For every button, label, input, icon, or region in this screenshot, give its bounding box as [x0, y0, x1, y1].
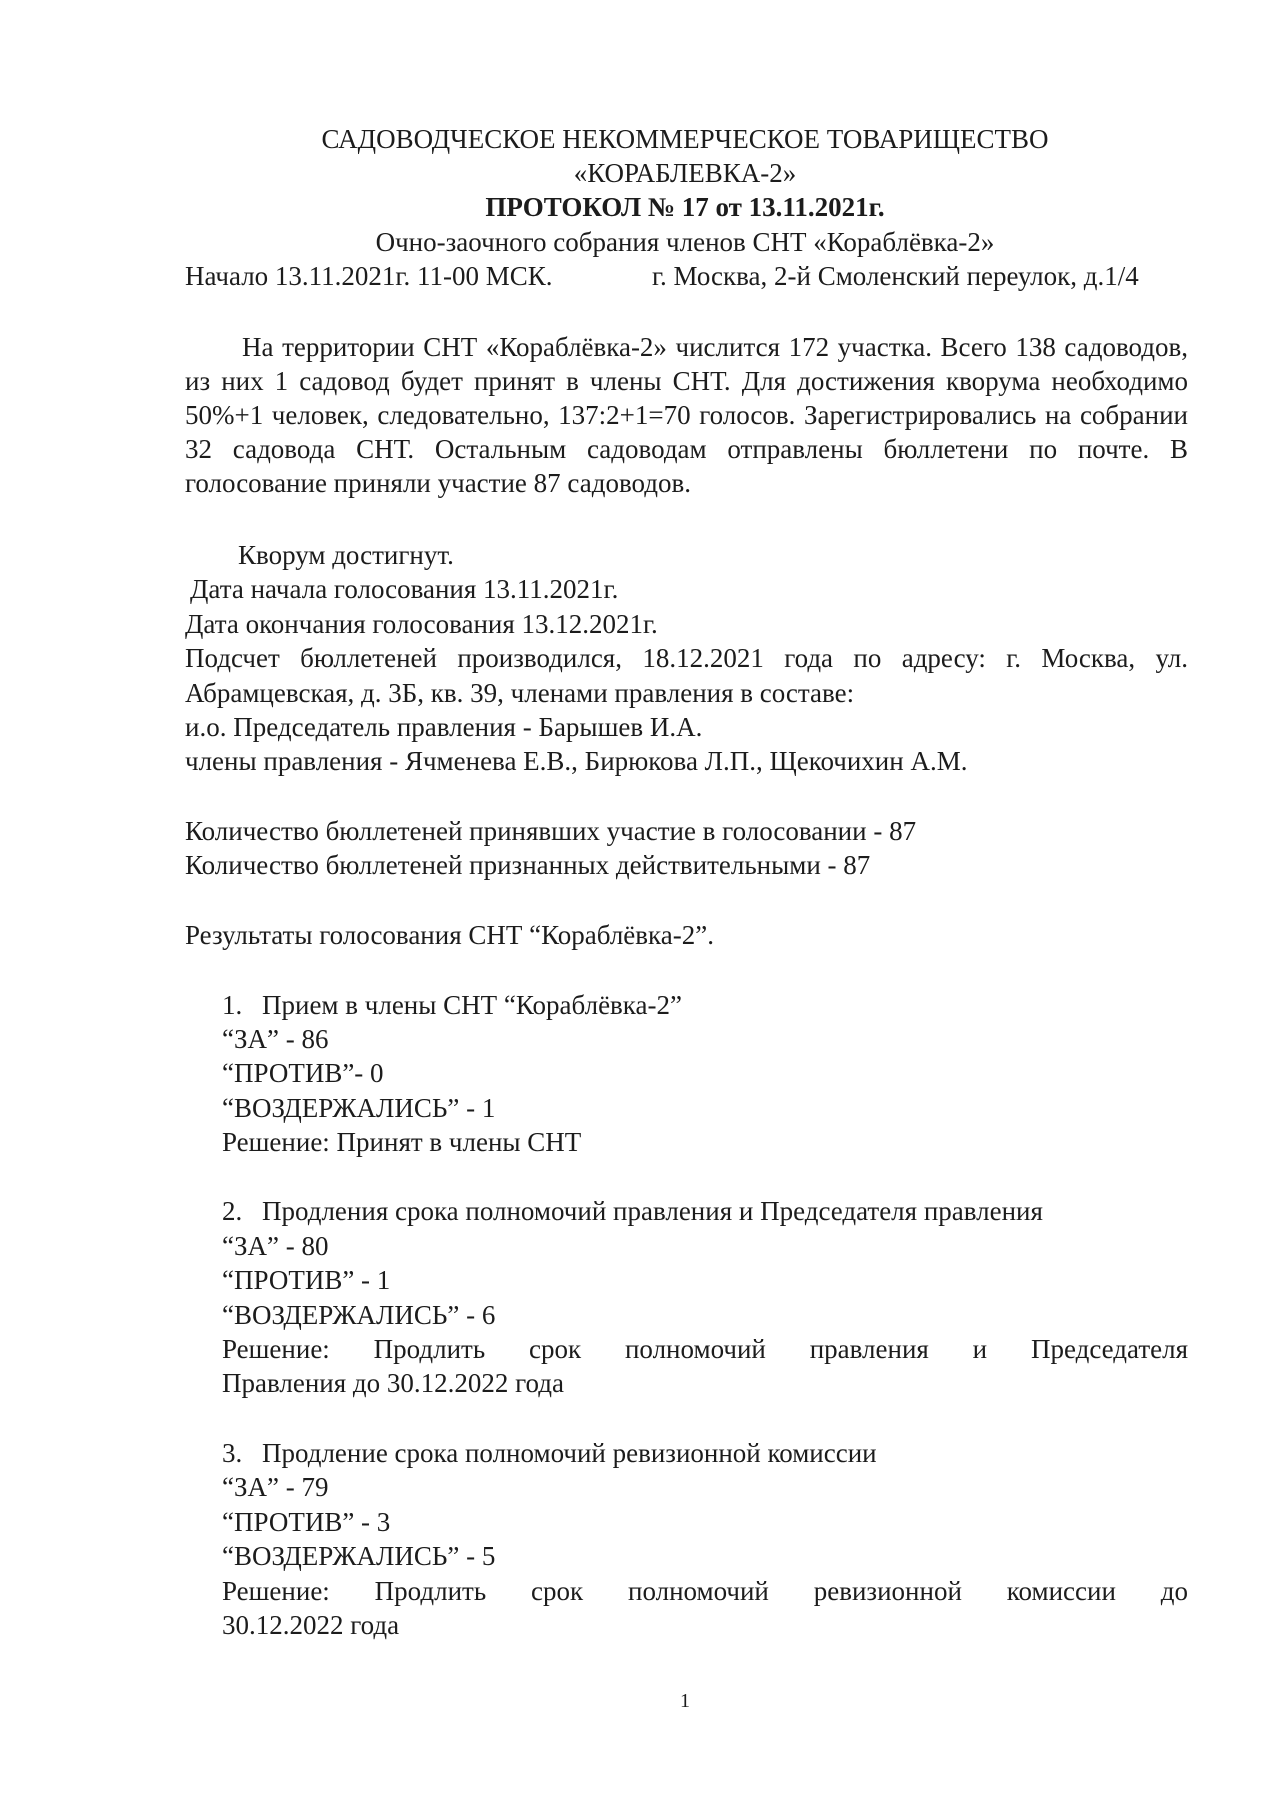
- ballots-valid: Количество бюллетеней признанных действительными - 87: [185, 850, 871, 880]
- agenda-item-title: Продление срока полномочий ревизионной комиссии: [262, 1438, 877, 1468]
- ballots-participated: Количество бюллетеней принявших участие в голосовании - 87: [185, 816, 917, 846]
- agenda-item-number: 2.: [222, 1196, 243, 1226]
- decision: Решение: Продлить срок полномочий правления и Председателя: [222, 1334, 1188, 1364]
- decision-continued: Правления до 30.12.2022 года: [222, 1368, 564, 1398]
- vote-for: “ЗА” - 80: [222, 1231, 329, 1261]
- vote-against: “ПРОТИВ”- 0: [222, 1058, 384, 1088]
- agenda-item-title: Прием в члены СНТ “Кораблёвка-2”: [262, 990, 682, 1020]
- board-members: члены правления - Ячменева Е.В., Бирюкова Л.П., Щекочихин А.М.: [185, 746, 968, 776]
- vote-against: “ПРОТИВ” - 1: [222, 1265, 391, 1295]
- decision-continued: 30.12.2022 года: [222, 1610, 400, 1640]
- intro-paragraph-text: На территории СНТ «Кораблёвка-2» числится 172 участка. Всего 138 садоводов, из них 1 садовод будет принят в члены СНТ. Для достижения кворума необходимо 50%+1 человек, следовательно, 137:2+1=70 голосов. Зарегистрировались на собрании 32 садовода СНТ. Остальным садоводам отправлены бюллетени по почте. В голосование приняли участие 87 садоводов.: [185, 332, 1188, 498]
- meeting-type: Очно-заочного собрания членов СНТ «Кораблёвка-2»: [375, 227, 995, 257]
- quorum-status: Кворум достигнут.: [238, 540, 454, 570]
- agenda-item-number: 1.: [222, 990, 243, 1020]
- decision: Решение: Продлить срок полномочий ревизионной комиссии до: [222, 1576, 1188, 1606]
- agenda-item-2-title: [222, 1196, 1043, 1227]
- count-info-line2: Абрамцевская, д. 3Б, кв. 39, членами правления в составе:: [185, 678, 855, 708]
- agenda-item-title: Продления срока полномочий правления и Председателя правления: [262, 1196, 1043, 1226]
- org-short-name: «КОРАБЛЕВКА-2»: [573, 158, 797, 188]
- vote-against: “ПРОТИВ” - 3: [222, 1507, 391, 1537]
- protocol-title: ПРОТОКОЛ № 17 от 13.11.2021г.: [485, 192, 885, 222]
- vote-for: “ЗА” - 86: [222, 1024, 329, 1054]
- agenda-item-1-title: [222, 990, 682, 1021]
- chairman: и.о. Председатель правления - Барышев И.А.: [185, 712, 703, 742]
- org-name: САДОВОДЧЕСКОЕ НЕКОММЕРЧЕСКОЕ ТОВАРИЩЕСТВО: [321, 124, 1049, 154]
- vote-end-date: Дата окончания голосования 13.12.2021г.: [185, 609, 658, 639]
- meeting-address: г. Москва, 2-й Смоленский переулок, д.1/4: [652, 261, 1139, 291]
- vote-start-date: Дата начала голосования 13.11.2021г.: [190, 574, 619, 604]
- vote-abstain: “ВОЗДЕРЖАЛИСЬ” - 1: [222, 1093, 496, 1123]
- count-info-line1: Подсчет бюллетеней производился, 18.12.2021 года по адресу: г. Москва, ул.: [185, 643, 1188, 673]
- intro-paragraph: [185, 330, 1188, 500]
- meeting-start: Начало 13.11.2021г. 11-00 МСК.: [185, 261, 553, 291]
- vote-abstain: “ВОЗДЕРЖАЛИСЬ” - 6: [222, 1300, 496, 1330]
- page-number: 1: [680, 1690, 690, 1712]
- agenda-item-number: 3.: [222, 1438, 243, 1468]
- agenda-item-3-title: [222, 1438, 877, 1469]
- decision: Решение: Принят в члены СНТ: [222, 1127, 582, 1157]
- results-heading: Результаты голосования СНТ “Кораблёвка-2”.: [185, 920, 714, 950]
- vote-abstain: “ВОЗДЕРЖАЛИСЬ” - 5: [222, 1541, 496, 1571]
- vote-for: “ЗА” - 79: [222, 1472, 329, 1502]
